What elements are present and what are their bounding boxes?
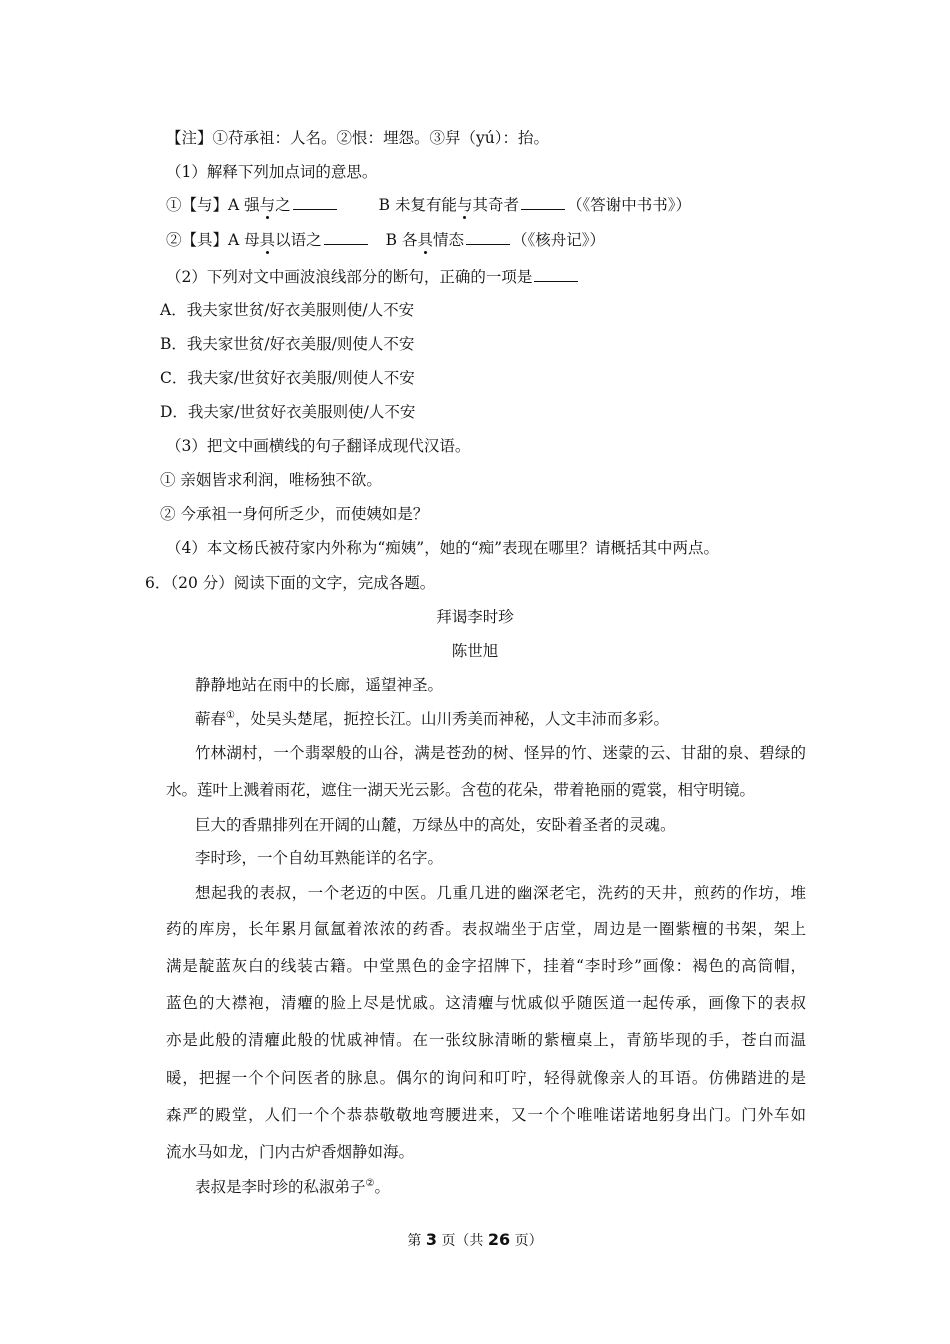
answer-blank[interactable] <box>324 229 368 245</box>
dotted-word: 具 <box>259 231 276 249</box>
footnote-marker: ① <box>226 709 235 721</box>
dotted-word: 与 <box>456 196 473 214</box>
answer-blank[interactable] <box>466 229 510 245</box>
question-1-item-1: ①【与】A 强与之 B 未复有能与其奇者 （《答谢中书书》） <box>166 196 692 214</box>
article-paragraph-3-line-1: 竹林湖村，一个翡翠般的山谷，满是苍劲的树、怪异的竹、迷蒙的云、甘甜的泉、碧绿的 <box>195 744 806 762</box>
article-paragraph-6-line-2: 药的库房，长年累月氤氲着浓浓的药香。表叔端坐于店堂，周边是一圈紫檀的书架，架上 <box>166 920 806 938</box>
article-paragraph-2: 蕲春①，处吴头楚尾，扼控长江。山川秀美而神秘，人文丰沛而多彩。 <box>195 709 669 728</box>
total-pages: 26 <box>487 1230 511 1249</box>
question-1-item-2: ②【具】A 母具以语之 B 各具情态 （《核舟记》） <box>166 231 606 249</box>
dotted-word: 具 <box>417 231 433 249</box>
article-paragraph-7: 表叔是李时珍的私淑弟子②。 <box>195 1177 390 1196</box>
dotted-word: 与 <box>259 196 276 214</box>
question-3-stem: （3）把文中画横线的句子翻译成现代汉语。 <box>166 437 471 455</box>
page-number: 3 <box>425 1230 437 1249</box>
page-footer: 第 3 页（共 26 页） <box>407 1230 543 1249</box>
question-2-stem: （2）下列对文中画波浪线部分的断句，正确的一项是 <box>166 266 816 287</box>
answer-blank[interactable] <box>534 266 578 282</box>
article-paragraph-6-line-8: 流水马如龙，门内古炉香烟静如海。 <box>166 1143 415 1161</box>
question-6-heading: 6．（20 分）阅读下面的文字，完成各题。 <box>145 574 436 592</box>
article-paragraph-3-line-2: 水。莲叶上溅着雨花，遮住一湖天光云影。含苞的花朵，带着艳丽的霓裳，相守明镜。 <box>166 781 756 799</box>
answer-blank[interactable] <box>293 194 337 210</box>
question-3-sentence-1: ① 亲姻皆求利润，唯杨独不欲。 <box>160 471 382 489</box>
question-3-sentence-2: ② 今承祖一身何所乏少，而使姨如是？ <box>160 505 429 523</box>
answer-blank[interactable] <box>521 194 565 210</box>
question-1-stem: （1）解释下列加点词的意思。 <box>166 163 378 181</box>
article-paragraph-6-line-5: 亦是此般的清癯此般的忧戚神情。在一张纹脉清晰的紫檀桌上，青筋毕现的手，苍白而温 <box>166 1031 806 1049</box>
article-paragraph-6-line-6: 暖，把握一个个问医者的脉息。偶尔的询问和叮咛，轻得就像亲人的耳语。仿佛踏进的是 <box>166 1069 806 1087</box>
option-a[interactable]: A．我夫家世贫/好衣美服则使/人不安 <box>160 301 415 319</box>
article-paragraph-6-line-4: 蓝色的大襟袍，清癯的脸上尽是忧戚。这清癯与忧戚似乎随医道一起传承，画像下的表叔 <box>166 994 806 1012</box>
article-paragraph-4: 巨大的香鼎排列在开阔的山麓，万绿丛中的高处，安卧着圣者的灵魂。 <box>195 816 676 834</box>
annotation-note: 【注】①苻承祖：人名。②恨：埋怨。③舁（yú）：抬。 <box>166 129 549 147</box>
article-paragraph-6-line-1: 想起我的表叔，一个老迈的中医。几重几进的幽深老宅，洗药的天井，煎药的作坊，堆 <box>195 884 806 902</box>
question-4-stem: （4）本文杨氏被苻家内外称为“痴姨”，她的“痴”表现在哪里？请概括其中两点。 <box>166 539 720 557</box>
article-paragraph-5: 李时珍，一个自幼耳熟能详的名字。 <box>195 849 444 867</box>
option-d[interactable]: D．我夫家/世贫好衣美服则使/人不安 <box>160 403 416 421</box>
option-b[interactable]: B．我夫家世贫/好衣美服/则使人不安 <box>160 335 415 353</box>
article-paragraph-1: 静静地站在雨中的长廊，遥望神圣。 <box>195 676 444 694</box>
footnote-marker: ② <box>365 1177 375 1189</box>
article-paragraph-6-line-3: 满是靛蓝灰白的线装古籍。中堂黑色的金字招牌下，挂着“李时珍”画像：褐色的高筒帽， <box>166 957 806 975</box>
article-author: 陈世旭 <box>451 642 499 660</box>
article-title: 拜谒李时珍 <box>436 608 514 626</box>
article-paragraph-6-line-7: 森严的殿堂，人们一个个恭恭敬敬地弯腰进来，又一个个唯唯诺诺地躬身出门。门外车如 <box>166 1106 806 1124</box>
option-c[interactable]: C．我夫家/世贫好衣美服/则使人不安 <box>160 369 415 387</box>
